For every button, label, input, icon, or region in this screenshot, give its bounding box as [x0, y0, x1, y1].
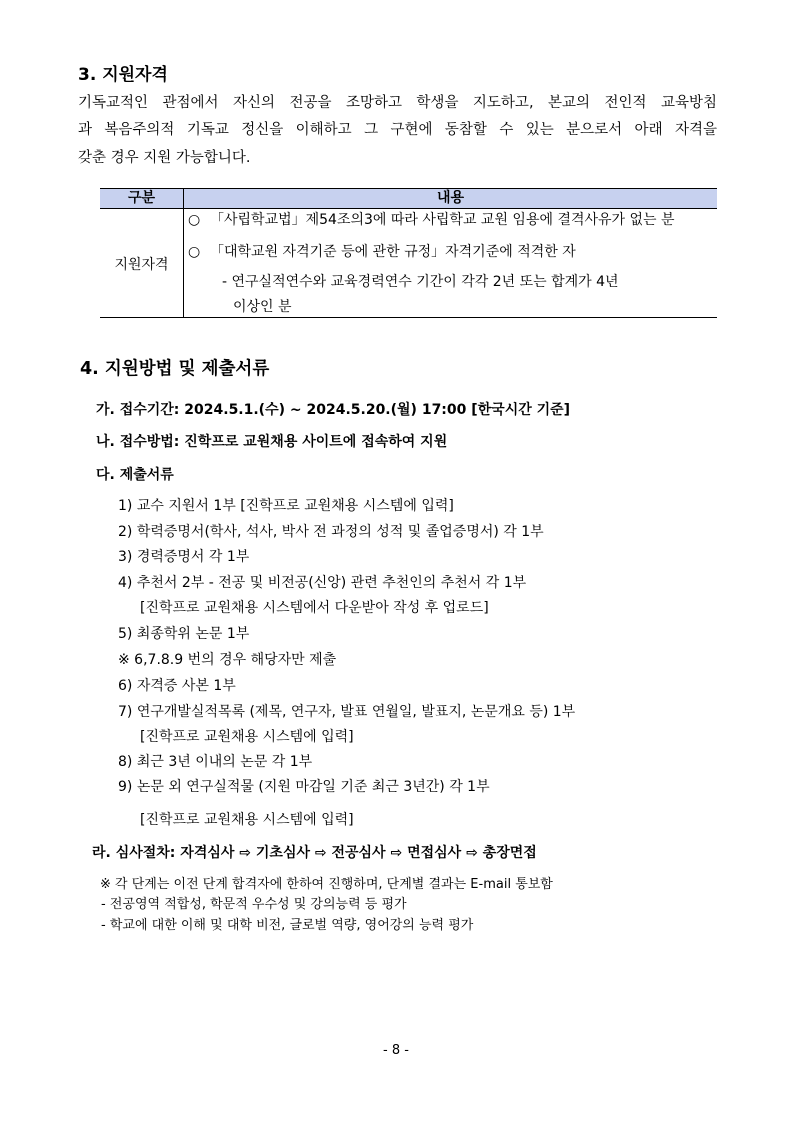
list-item: 4) 추천서 2부 - 전공 및 비전공(신앙) 관련 추천인의 추천서 각 1부	[118, 575, 527, 591]
review-step-4: 면접심사	[407, 845, 462, 861]
review-process-label: 라. 심사절차:	[92, 845, 176, 861]
application-method: 나. 접수방법: 진학프로 교원채용 사이트에 접속하여 지원	[96, 434, 448, 450]
review-step-1: 자격심사	[180, 845, 235, 861]
list-item-continuation: [진학프로 교원채용 시스템에 입력]	[140, 729, 354, 745]
table-header-content: 내용	[436, 190, 465, 206]
list-item: 6) 자격증 사본 1부	[118, 678, 236, 694]
arrow-right-icon: ⇨	[239, 845, 252, 861]
section-4-heading: 4. 지원방법 및 제출서류	[80, 359, 270, 379]
section-3-paragraph-line-3: 갖춘 경우 지원 가능합니다.	[78, 150, 251, 166]
arrow-right-icon: ⇨	[466, 845, 478, 861]
page-number: - 8 -	[383, 1043, 409, 1058]
list-item: 8) 최근 3년 이내의 논문 각 1부	[118, 754, 313, 770]
table-column-divider	[183, 188, 184, 318]
list-note: ※ 6,7.8.9 번의 경우 해당자만 제출	[118, 652, 337, 668]
section-3-paragraph-line-2: 과 복음주의적 기독교 정신을 이해하고 그 구현에 동참할 수 있는 분으로서 아래 자격을	[78, 122, 717, 138]
table-header-divider	[100, 208, 717, 209]
list-item-continuation: [진학프로 교원채용 시스템에서 다운받아 작성 후 업로드]	[140, 600, 489, 616]
review-step-3: 전공심사	[331, 845, 386, 861]
table-sub-item-line-1: - 연구실적연수와 교육경력연수 기간이 각각 2년 또는 합계가 4년	[222, 274, 619, 290]
review-note-2: - 전공영역 적합성, 학문적 우수성 및 강의능력 등 평가	[101, 897, 407, 912]
section-3-paragraph-line-1: 기독교적인 관점에서 자신의 전공을 조망하고 학생을 지도하고, 본교의 전인적 교육방침	[78, 95, 717, 111]
section-3-heading: 3. 지원자격	[78, 65, 168, 85]
list-item-continuation: [진학프로 교원채용 시스템에 입력]	[140, 812, 354, 828]
review-note-3: - 학교에 대한 이해 및 대학 비전, 글로벌 역량, 영어강의 능력 평가	[101, 918, 474, 933]
table-item-2-text: 「대학교원 자격기준 등에 관한 규정」자격기준에 적격한 자	[210, 244, 576, 260]
list-item: 9) 논문 외 연구실적물 (지원 마감일 기준 최근 3년간) 각 1부	[118, 779, 490, 795]
review-step-5: 총장면접	[482, 845, 537, 861]
arrow-right-icon: ⇨	[390, 845, 403, 861]
list-item: 7) 연구개발실적목록 (제목, 연구자, 발표 연월일, 발표지, 논문개요 등) 1부	[118, 704, 576, 720]
arrow-right-icon: ⇨	[314, 845, 327, 861]
documents-title: 다. 제출서류	[96, 467, 174, 483]
table-row-label: 지원자격	[114, 257, 169, 273]
review-step-2: 기초심사	[255, 845, 310, 861]
table-item-1-text: 「사립학교법」제54조의3에 따라 사립학교 교원 임용에 결격사유가 없는 분	[210, 212, 675, 228]
list-item: 1) 교수 지원서 1부 [진학프로 교원채용 시스템에 입력]	[118, 498, 454, 514]
table-item-1-bullet: ○	[188, 212, 201, 228]
list-item: 5) 최종학위 논문 1부	[118, 626, 250, 642]
application-period: 가. 접수기간: 2024.5.1.(수) ~ 2024.5.20.(월) 17:00 [한국시간 기준]	[96, 402, 571, 418]
review-process	[92, 844, 537, 862]
table-item-2-bullet: ○	[188, 244, 201, 260]
list-item: 3) 경력증명서 각 1부	[118, 549, 250, 565]
table-header-category: 구분	[127, 190, 156, 206]
list-item: 2) 학력증명서(학사, 석사, 박사 전 과정의 성적 및 졸업증명서) 각 1부	[118, 524, 544, 540]
table-sub-item-line-2: 이상인 분	[233, 299, 292, 315]
review-note-1: ※ 각 단계는 이전 단계 합격자에 한하여 진행하며, 단계별 결과는 E-mail 통보함	[100, 877, 553, 892]
table-bottom-border	[100, 317, 717, 318]
